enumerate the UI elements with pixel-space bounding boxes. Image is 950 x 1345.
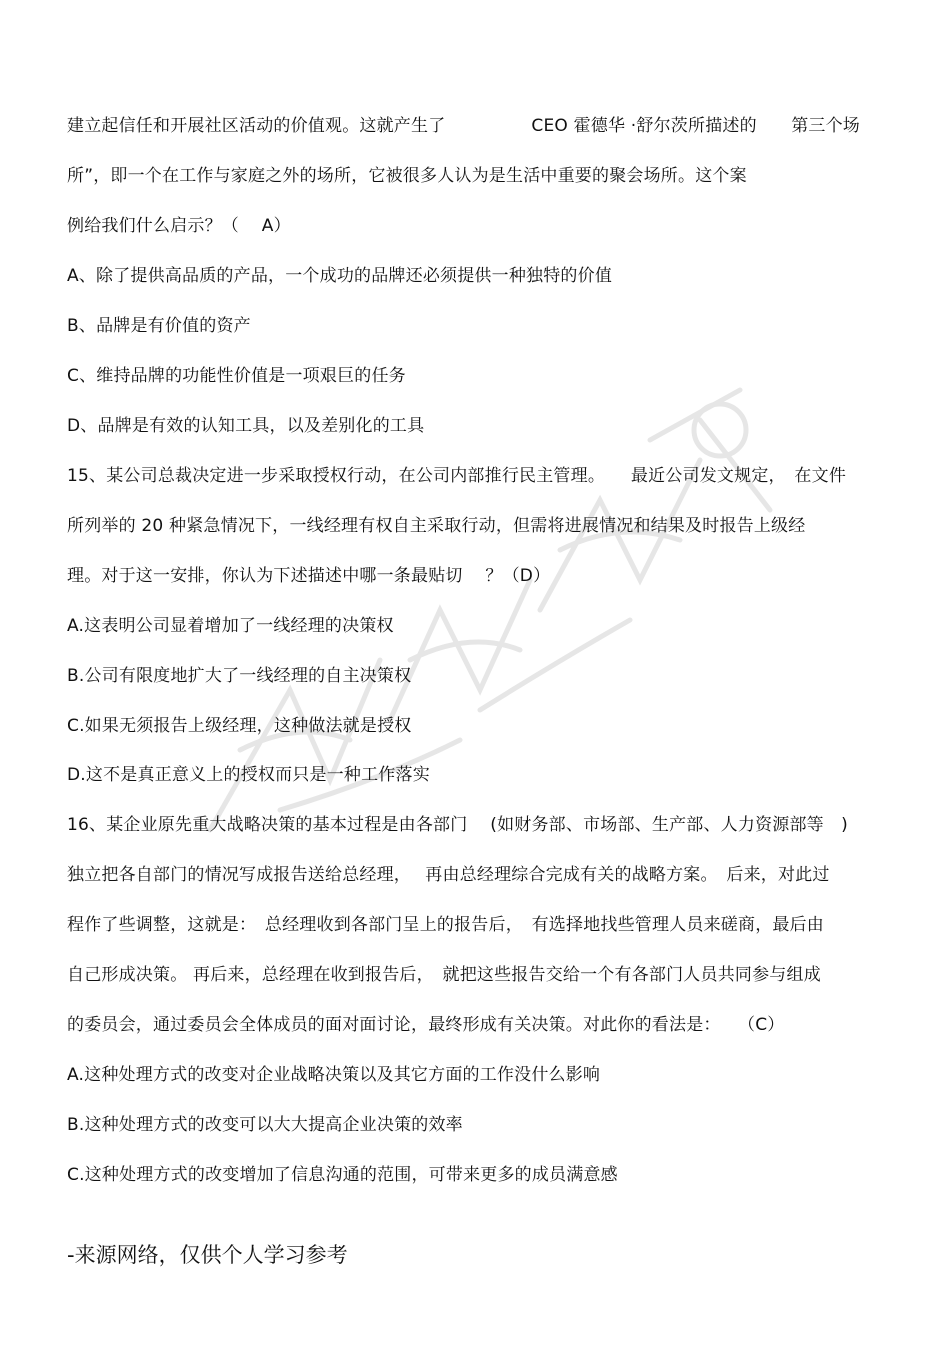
question-16-option-b: B.这种处理方式的改变可以大大提高企业决策的效率 (67, 1115, 463, 1135)
text-line-1: 建立起信任和开展社区活动的价值观。这就产生了 CEO 霍德华 ·舒尔茨所描述的 第三个场 (67, 116, 861, 136)
option-b: B、品牌是有价值的资产 (67, 316, 251, 336)
option-c: C、维持品牌的功能性价值是一项艰巨的任务 (67, 366, 406, 386)
question-16-option-c: C.这种处理方式的改变增加了信息沟通的范围，可带来更多的成员满意感 (67, 1165, 618, 1185)
question-15-option-a: A.这表明公司显着增加了一线经理的决策权 (67, 616, 394, 636)
question-15-option-b: B.公司有限度地扩大了一线经理的自主决策权 (67, 666, 412, 686)
question-15-line-2: 所列举的 20 种紧急情况下，一线经理有权自主采取行动，但需将进展情况和结果及时报告上级经 (67, 516, 806, 536)
question-16-option-a: A.这种处理方式的改变对企业战略决策以及其它方面的工作没什么影响 (67, 1065, 601, 1085)
text-line-2: 所”，即一个在工作与家庭之外的场所，它被很多人认为是生活中重要的聚会场所。这个案 (67, 166, 747, 186)
question-16-line-3: 程作了些调整，这就是： 总经理收到各部门呈上的报告后， 有选择地找些管理人员来磋商，最后由 (67, 915, 824, 935)
footer-note: -来源网络，仅供个人学习参考 (67, 1243, 348, 1267)
question-16-line-1: 16、某企业原先重大战略决策的基本过程是由各部门 (如财务部、市场部、生产部、人力资源部等 ) (67, 815, 848, 835)
question-15-option-d: D.这不是真正意义上的授权而只是一种工作落实 (67, 765, 430, 785)
option-d: D、品牌是有效的认知工具，以及差别化的工具 (67, 416, 425, 436)
question-15-option-c: C.如果无须报告上级经理，这种做法就是授权 (67, 716, 412, 736)
question-15-line-3: 理。对于这一安排，你认为下述描述中哪一条最贴切 ？（D） (67, 566, 551, 586)
option-a: A、除了提供高品质的产品，一个成功的品牌还必须提供一种独特的价值 (67, 266, 613, 286)
text-line-3: 例给我们什么启示？（ A） (67, 216, 291, 236)
question-16-line-5: 的委员会，通过委员会全体成员的面对面讨论，最终形成有关决策。对此你的看法是： （C） (67, 1015, 785, 1035)
question-16-line-4: 自己形成决策。 再后来，总经理在收到报告后， 就把这些报告交给一个有各部门人员共同参与组成 (67, 965, 821, 985)
question-16-line-2: 独立把各自部门的情况写成报告送给总经理， 再由总经理综合完成有关的战略方案。 后来，对此过 (67, 865, 830, 885)
question-15-line-1: 15、某公司总裁决定进一步采取授权行动，在公司内部推行民主管理。 最近公司发文规定， 在文件 (67, 466, 847, 486)
